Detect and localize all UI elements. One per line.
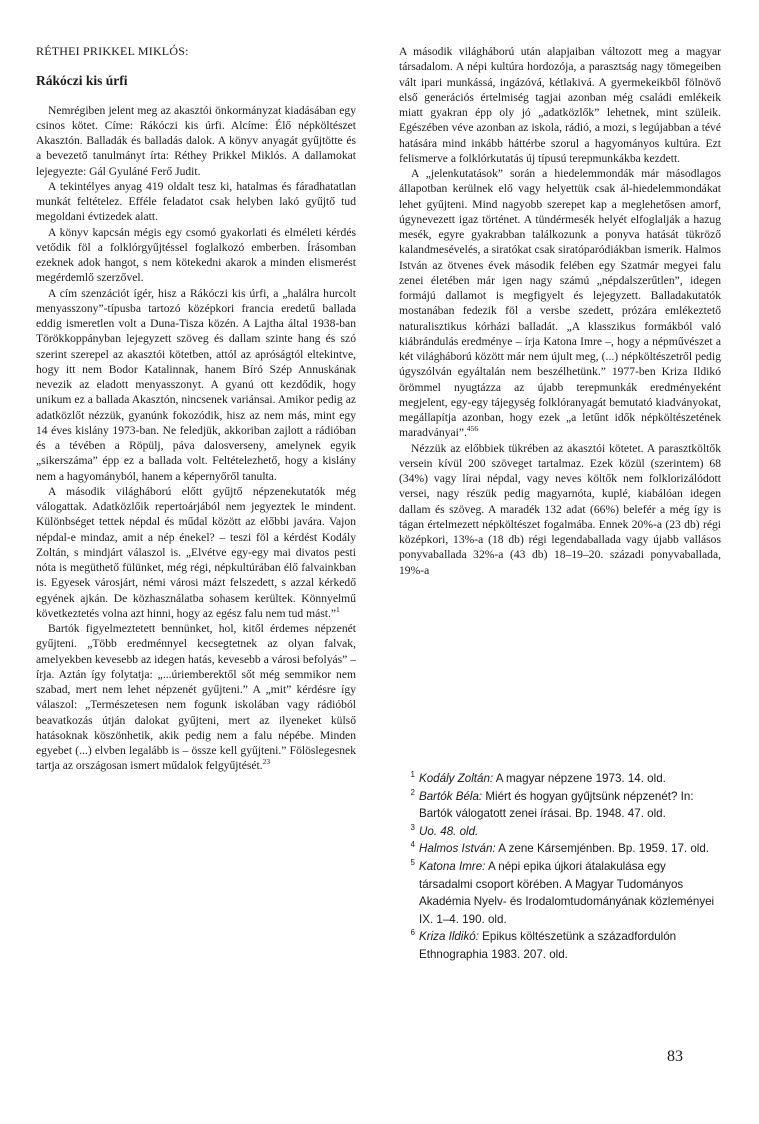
body-paragraph: Nézzük az előbbiek tükrében az akasztói kötetet. A parasztköltők versein kívül 200 szöveget tartalmaz. Ezek közül (szerintem) 68 (34%) vagy lírai népdal, vagy neves költők nem folklorizálódott versei, nagy részük pedig magyarnóta, kuplé, kiabálóan idegen dallam és szöveg. A maradék 132 adat (66%) belefér a még így is tágan értelmezett népköltészet fogalmába. Ennek 20%-a (23 db) régi középkori, 13%-a (18 db) régi legendaballada vagy újabb vallásos ponyvaballada 32%-a (43 db) 18–19–20. századi ponyvaballada, 19%-a (399, 441, 721, 577)
body-paragraph (36, 484, 356, 621)
body-paragraph: A második világháború után alapjaiban változott meg a magyar társadalom. A népi kultúra hordozója, a parasztság nagy tömegeiben vált ipari munkássá, ingázóvá, kétlakivá. A gyermekeikből fölnövő első generációs értelmiség tagjai azonban még családi emlékeik miatt gyakran épp oly jó „adatközlők” lehetnek, mint szüleik. Egészében véve azonban az iskola, rádió, a mozi, s legújabban a tévé hatására mind inkább háttérbe szorul a hagyományos kultúra. Ezt felismerve a folklórkutatás új típusú terepmunkákba kezdett. (399, 45, 721, 165)
paragraph-text: A „jelenkutatások” során a hiedelemmondák már másodlagos állapotban kerülnek elő vagy helyettük csak ál-hiedelemmondákat lehet gyűjteni. Mind nagyobb szerepet kap a meglehetősen amorf, úgynevezett igaz történet. A tündérmesék helyét elfoglalják a hazug mesék, egyre gyakrabban találkozunk a ponyva hatását tükröző kalandmesévelés, a siratókat csak siratóparódiákban ismerik. Halmos István az ötvenes évek második felében egy Szatmár megyei falu zenei életében már igen nagy számú „népdalszerűtlen”, idegen formájú dallamot is megfigyelt és lejegyzett. Balladakutatók mostanában fedezik föl a versbe szedett, prózára emlékeztető naturalisztikus kórházi balladát. „A klasszikus formákból való kiábrándulás eredménye – írja Katona Imre –, hogy a népművészet a két világháború között már nem újult meg, (...) népköltészetről pedig úgyszólván egyáltalán nem beszélhetünk.” 1977-ben Kriza Ildikó örömmel nyugtázza az újabb terepmunkák eredményeként megjelent, egy-egy tájegység folklóranyagát bemutató kiadványokat, megállapítja azonban, hogy ezek „a letűnt idők népköltészetének maradványai”. (399, 167, 721, 440)
footnote-ref: 5 (470, 424, 475, 434)
footnote-number: 2 (410, 787, 415, 797)
footnote-text: Miért és hogyan gyűjtsünk népzenét? In: Bartók válogatott zenei írásai. Bp. 1948. 47. old. (419, 789, 694, 821)
footnote-author: Uo. 48. old. (419, 824, 479, 838)
left-column (36, 44, 356, 774)
footnote (399, 788, 721, 823)
footnote (399, 770, 721, 788)
footnotes (399, 770, 721, 964)
paragraph-text: A második világháború előtt gyűjtő népzenekutatók még válogattak. Adatközlőik repertoárjából nem jegyeztek le mindent. Különbséget tettek népdal és műdal között az előbbi javára. Vajon népdal-e mindaz, amit a nép énekel? – teszi föl a kérdést Kodály Zoltán, s mindjárt válaszol is. „Elvétve egy-egy mai divatos pesti nóta is megüthető fülünket, még régi, népkultúrában élő falvainkban is. Egyesek városjárt, némi városi mázt felszedett, s azzal kérkedő egyének ajkán. De közhasználatba sohasem kerültek. Könnyelmű következtetés volna azt hinni, hogy az egész falu nem tud mást.” (36, 484, 356, 620)
footnote-ref: 6 (474, 424, 479, 434)
footnote (399, 823, 721, 841)
body-paragraph: A cím szenzációt ígér, hisz a Rákóczi kis úrfi, a „halálra hurcolt menyasszony”-típusba tartozó középkori francia eredetű ballada eddig ismeretlen volt a Duna-Tisza közén. A Lajtha által 1938-ban Törökkoppányban lejegyzett szöveg és dallam szinte hang és szó szerint szerepel az akasztói kötetben, attól az apróságtól eltekintve, hogy itt nem Bodor Katalinnak, hanem Bíró Szép Annuskának nevezik az eladott menyasszonyt. A gyanú ott kezdődik, hogy unikum ez a ballada Akasztón, nincsenek variánsai. Amikor pedig az adatközlőt nézzük, gyanúnk fokozódik, hisz az nem más, mint egy 14 éves kislány 1973-ban. Ne feledjük, akkoriban zajlott a rádióban és a tévében a Röpülj, páva dalosverseny, amelynek egyik „sikerszáma” épp ez a ballada volt. Feltételezhető, hogy a kislány nem a hagyományból, hanem a képernyőről tanulta. (36, 286, 356, 483)
footnote (399, 858, 721, 928)
article-title: Rákóczi kis úrfi (36, 73, 128, 89)
footnote-ref: 4 (466, 424, 471, 434)
body-paragraph (36, 621, 356, 774)
body-paragraph: A tekintélyes anyag 419 oldalt tesz ki, hatalmas és fáradhatatlan munkát feltételez. Efféle feladatot csak helyben lakó gyűjtő tud megoldani évtizedek alatt. (36, 179, 356, 224)
body-paragraph: A könyv kapcsán mégis egy csomó gyakorlati és elméleti kérdés vetődik föl a folklórgyűjtéssel foglalkozó emberben. Írásomban ezeknek adok hangot, s nem kötekedni akarok a minden elismerést megérdemlő szerzővel. (36, 225, 356, 285)
footnote-ref: 2 (262, 757, 267, 767)
footnote-ref: 1 (336, 604, 340, 614)
footnote-author: Halmos István: (419, 842, 496, 856)
body-paragraph: Nemrégiben jelent meg az akasztói önkormányzat kiadásában egy csinos kötet. Címe: Rákóczi kis úrfi. Alcíme: Élő népköltészet Akasztón. Balladák és balladás dalok. A könyv anyagát gyűjtötte és a bevezető tanulmányt írta: Réthey Prikkel Miklós. A dallamokat lejegyezte: Gál Gyuláné Ferő Judit. (36, 103, 356, 178)
footnote-author: Kodály Zoltán: (419, 772, 494, 785)
footnote-text: A magyar népzene 1973. 14. old. (493, 772, 666, 785)
footnote-text: A zene Kársemjénben. Bp. 1959. 17. old. (495, 842, 710, 856)
footnote-number: 4 (410, 840, 415, 850)
page-number: 83 (667, 1048, 683, 1065)
paragraph-text: Bartók figyelmeztetett bennünket, hol, kitől érdemes népzenét gyűjteni. „Több eredménnyel kecsegtetnek az olyan falvak, amelyekben kevesebb az idegen hatás, kevesebb a városi befolyás” – írja. Aztán így folytatja: „...úriemberektől sőt még semmikor nem szabad, mert nem lehet népzenét gyűjteni.” A „mit” kérdésre így válaszol: „Természetesen nem fogunk iskolában vagy rádióból beavatkozás útján dalokat gyűjteni, mert az ilyeneket külső hatásoknak köszönhetik, akik pedig nem a falu népébe. Minden egyebet (...) elvben legalább is – össze kell gyűjteni.” Fölöslegesnek tartja az országosan ismert műdalok felgyűjtését. (36, 622, 356, 773)
footnote (399, 840, 721, 858)
footnote-ref: 3 (266, 757, 271, 767)
body-paragraph (399, 166, 721, 441)
footnote-number: 6 (410, 928, 415, 938)
footnote-text: Epikus költészetünk a századfordulón Ethnographia 1983. 207. old. (419, 930, 677, 961)
footnote (399, 928, 721, 963)
footnote-number: 1 (410, 770, 415, 779)
footnote-number: 5 (410, 857, 415, 867)
right-column (399, 44, 721, 578)
footnote-author: Kriza Ildikó: (419, 930, 479, 944)
article-author: RÉTHEI PRIKKEL MIKLÓS: (36, 44, 189, 58)
footnote-text: A népi epika újkori átalakulása egy társadalmi csoport körében. A Magyar Tudományos Akadémia Nyelv- és Irodalomtudományának közleményei IX. 1–4. 190. old. (419, 859, 715, 926)
footnote-author: Bartók Béla: (419, 789, 483, 803)
footnote-author: Katona Imre: (419, 859, 486, 873)
footnote-number: 3 (410, 822, 415, 832)
